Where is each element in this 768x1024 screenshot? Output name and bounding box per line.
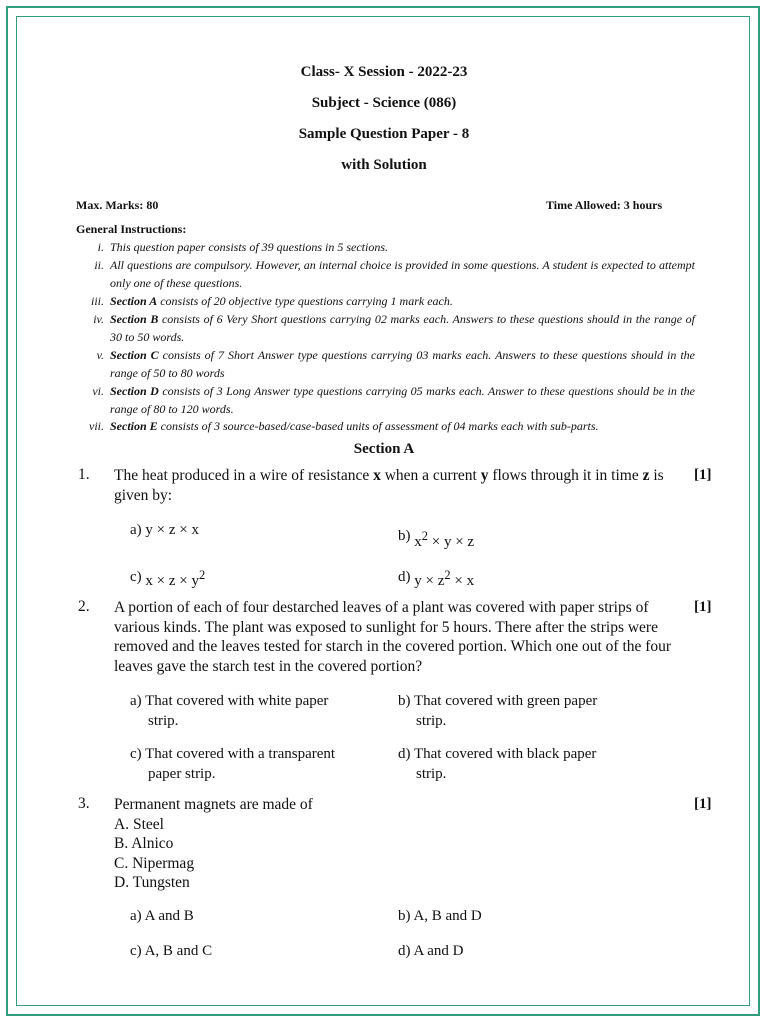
question-text: The heat produced in a wire of resistance x when a current y flows through it in time z is given by:	[114, 467, 664, 504]
instruction-number: i.	[97, 240, 104, 254]
instruction-text: Section E consists of 3 source-based/case-based units of assessment of 04 marks each with sub-parts.	[110, 419, 599, 433]
question-number: 1.	[78, 466, 90, 483]
question-marks: [1]	[694, 599, 712, 615]
class-session-heading: Class- X Session - 2022-23	[300, 64, 468, 80]
option-c: c) That covered with a transparent paper strip.	[130, 746, 336, 782]
list-item: C. Nipermag	[114, 854, 195, 872]
time-allowed: Time Allowed: 3 hours	[546, 198, 663, 212]
list-item: D. Tungsten	[114, 874, 190, 891]
max-marks: Max. Marks: 80	[76, 198, 159, 212]
section-a-title: Section A	[353, 441, 415, 457]
question-number: 3.	[78, 795, 90, 812]
instruction-number: vii.	[89, 419, 104, 433]
option-b: b) That covered with green paper strip.	[398, 693, 598, 729]
option-d: d) $y \times z^2 \times x$	[398, 568, 475, 589]
option-a: a) A and B	[130, 908, 194, 924]
question-number: 2.	[78, 598, 90, 615]
paper-title-heading: Sample Question Paper - 8	[298, 126, 470, 142]
instruction-text: Section C consists of 7 Short Answer type questions carrying 03 marks each. Answers to these questions should in the range of 50 to 80 words	[110, 348, 696, 380]
option-a: a) y × z × x	[130, 522, 199, 538]
general-instructions-title: General Instructions:	[76, 222, 187, 236]
question-marks: [1]	[694, 796, 712, 812]
instruction-number: v.	[96, 348, 104, 362]
question-text: Permanent magnets are made of A. Steel B. Alnico C. Nipermag D. Tungsten	[114, 795, 684, 893]
instruction-text: Section B consists of 6 Very Short questions carrying 02 marks each. Answers to these questions should in the range of 30 to 50 words.	[110, 312, 696, 344]
subject-heading: Subject - Science (086)	[311, 95, 457, 111]
question-marks: [1]	[694, 467, 712, 483]
option-c: c) A, B and C	[130, 943, 213, 959]
list-item: B. Alnico	[114, 835, 174, 852]
question-text: A portion of each of four destarched leaves of a plant was covered with paper strips of various kinds. The plant was exposed to sunlight for 5 hours. There after the strips were removed and the leaves tested for starch in the covered portion. Which one out of the four leaves gave the starch test in the covered portion?	[114, 599, 672, 675]
option-a: a) That covered with white paper strip.	[130, 693, 329, 729]
option-b: b) $x^2 \times y \times z$	[398, 528, 475, 550]
option-b: b) A, B and D	[398, 908, 482, 924]
option-d: d) That covered with black paper strip.	[398, 746, 597, 782]
instruction-text: Section D consists of 3 Long Answer type questions carrying 05 marks each. Answer to these questions should be in the range of 80 to 120 words.	[110, 384, 695, 416]
option-c: c) $x \times z \times y^2$	[130, 568, 206, 589]
instruction-text: This question paper consists of 39 questions in 5 sections.	[110, 240, 389, 254]
option-d: d) A and D	[398, 943, 464, 959]
instruction-number: ii.	[94, 258, 104, 272]
instruction-number: vi.	[92, 384, 104, 398]
list-item: A. Steel	[114, 815, 164, 833]
instruction-text: All questions are compulsory. However, an internal choice is provided in some questions. A student is expected to attempt only one of these questions.	[110, 258, 695, 290]
instruction-number: iv.	[93, 312, 104, 326]
with-solution-heading: with Solution	[341, 157, 427, 173]
instruction-number: iii.	[90, 294, 104, 308]
instruction-text: Section A consists of 20 objective type questions carrying 1 mark each.	[110, 294, 453, 308]
